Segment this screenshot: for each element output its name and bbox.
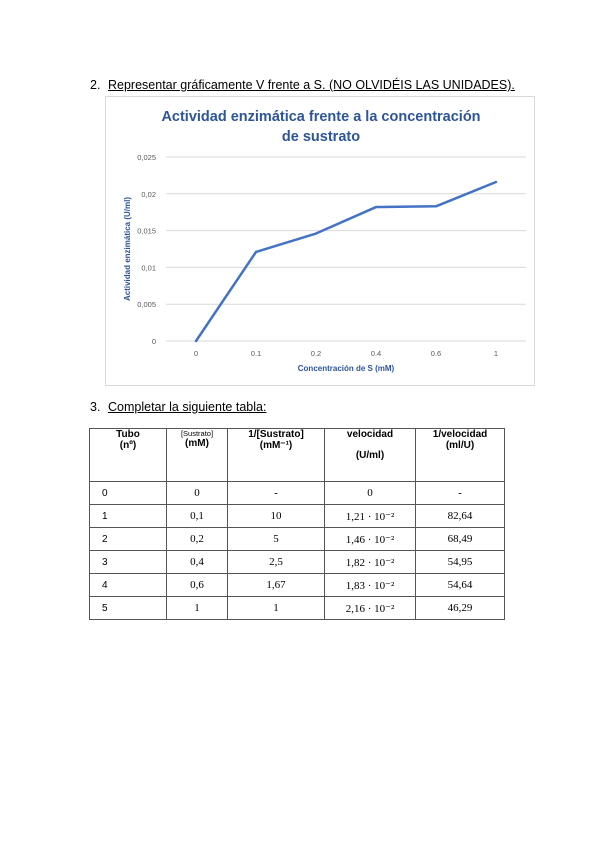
table-row	[90, 482, 505, 505]
question-2-text: Representar gráficamente V frente a S. (NO OLVIDÉIS LAS UNIDADES).	[108, 78, 515, 92]
cell-velocidad: 1,21 · 10⁻²	[325, 505, 416, 528]
cell-sustrato: 0,6	[167, 574, 228, 597]
line-chart	[105, 96, 535, 386]
cell-tubo: 4	[90, 574, 167, 597]
question-3	[90, 400, 266, 414]
y-tick-label: 0,01	[141, 263, 156, 273]
cell-inv-velocidad: 82,64	[416, 505, 505, 528]
question-2	[90, 78, 515, 92]
question-3-number: 3.	[90, 400, 101, 414]
cell-inv-sustrato: 10	[228, 505, 325, 528]
data-point	[315, 233, 317, 235]
table-header-row	[90, 429, 505, 482]
cell-sustrato: 1	[167, 597, 228, 620]
cell-tubo: 2	[90, 528, 167, 551]
cell-tubo: 1	[90, 505, 167, 528]
x-tick-label: 0.6	[430, 349, 442, 358]
cell-inv-velocidad: 68,49	[416, 528, 505, 551]
y-axis-label: Actividad enzimática (U/ml)	[123, 196, 132, 302]
cell-velocidad: 1,82 · 10⁻²	[325, 551, 416, 574]
table-row	[90, 551, 505, 574]
data-point	[495, 181, 497, 183]
cell-inv-velocidad: 46,29	[416, 597, 505, 620]
series-line	[196, 182, 496, 341]
header-tubo-label: Tubo	[116, 429, 140, 440]
header-velocidad-unit: (U/ml)	[355, 450, 385, 461]
cell-inv-velocidad: 54,95	[416, 551, 505, 574]
cell-inv-sustrato: 1,67	[228, 574, 325, 597]
cell-velocidad: 2,16 · 10⁻²	[325, 597, 416, 620]
cell-tubo: 3	[90, 551, 167, 574]
cell-sustrato: 0,2	[167, 528, 228, 551]
header-inv-velocidad-label: 1/velocidad	[432, 429, 488, 440]
cell-inv-sustrato: 5	[228, 528, 325, 551]
header-inv-sustrato	[228, 429, 325, 482]
chart-svg	[106, 97, 536, 387]
header-velocidad	[325, 429, 416, 482]
cell-velocidad: 1,46 · 10⁻²	[325, 528, 416, 551]
data-point	[255, 251, 257, 253]
table-row	[90, 597, 505, 620]
y-tick-label: 0,015	[137, 226, 156, 236]
header-inv-velocidad	[416, 429, 505, 482]
x-tick-label: 0.1	[250, 349, 262, 358]
header-inv-sustrato-label: 1/[Sustrato]	[248, 429, 304, 440]
header-sustrato-unit: (mM)	[185, 438, 209, 449]
table-row	[90, 574, 505, 597]
table-row	[90, 505, 505, 528]
x-tick-label: 0.4	[370, 349, 382, 358]
header-tubo-unit: (nº)	[119, 440, 137, 451]
x-axis-label: Concentración de S (mM)	[297, 364, 395, 373]
cell-tubo: 5	[90, 597, 167, 620]
data-table	[89, 428, 505, 620]
y-tick-label: 0,005	[137, 300, 156, 310]
cell-inv-sustrato: -	[228, 482, 325, 505]
cell-tubo: 0	[90, 482, 167, 505]
header-tubo	[90, 429, 167, 482]
cell-velocidad: 0	[325, 482, 416, 505]
cell-inv-sustrato: 2,5	[228, 551, 325, 574]
question-3-text: Completar la siguiente tabla:	[108, 400, 267, 414]
cell-inv-velocidad: -	[416, 482, 505, 505]
y-tick-label: 0	[151, 337, 156, 346]
x-tick-label: 0	[193, 349, 199, 358]
table-row	[90, 528, 505, 551]
cell-inv-sustrato: 1	[228, 597, 325, 620]
header-sustrato-label: [Sustrato]	[180, 429, 214, 438]
cell-sustrato: 0	[167, 482, 228, 505]
header-sustrato	[167, 429, 228, 482]
data-point	[435, 206, 437, 208]
data-point	[195, 340, 197, 342]
header-velocidad-label: velocidad	[346, 429, 394, 440]
header-inv-sustrato-unit: (mM⁻¹)	[259, 440, 293, 451]
chart-title: Actividad enzimática frente a la concentración de sustrato	[161, 109, 481, 145]
cell-sustrato: 0,4	[167, 551, 228, 574]
data-point	[375, 206, 377, 208]
cell-inv-velocidad: 54,64	[416, 574, 505, 597]
header-inv-velocidad-unit: (ml/U)	[445, 440, 475, 451]
y-tick-label: 0,025	[137, 153, 156, 162]
cell-sustrato: 0,1	[167, 505, 228, 528]
y-tick-label: 0,02	[141, 189, 156, 199]
x-tick-label: 0.2	[310, 349, 322, 358]
cell-velocidad: 1,83 · 10⁻²	[325, 574, 416, 597]
question-2-number: 2.	[90, 78, 101, 92]
x-tick-label: 1	[493, 349, 499, 358]
